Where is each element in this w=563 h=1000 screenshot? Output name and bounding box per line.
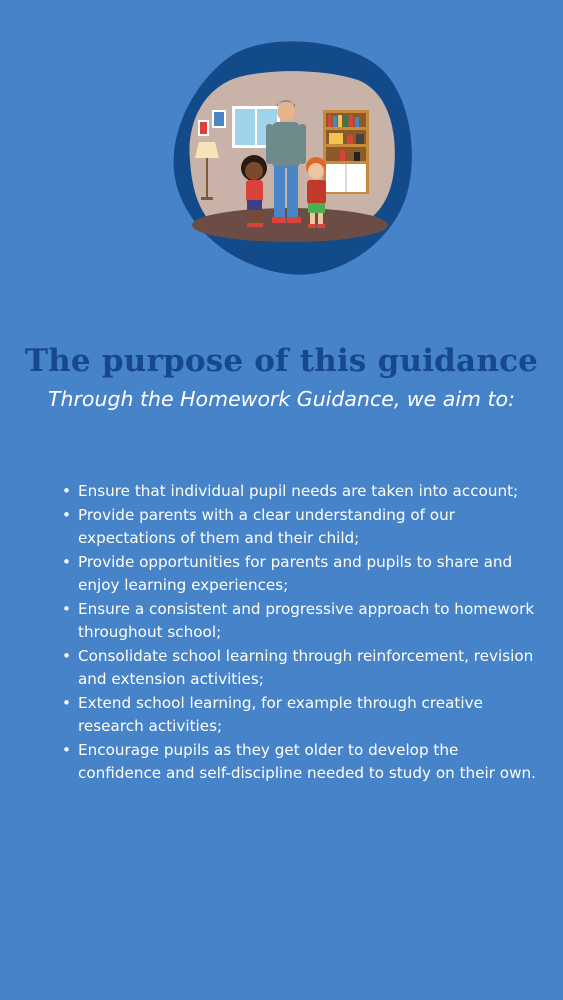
page-subtitle: Through the Homework Guidance, we aim to: (47, 387, 515, 411)
bullet-icon: • (62, 693, 71, 712)
list-item (62, 551, 540, 598)
bullet-icon: • (62, 552, 71, 571)
adult-shirt (272, 122, 300, 168)
girl-dress (246, 180, 263, 202)
list-item (62, 739, 540, 786)
list-item-text: Provide parents with a clear understanding of our expectations of them and their child; (78, 505, 455, 547)
boy-shirt (307, 180, 326, 204)
girl-head (245, 162, 263, 180)
family-illustration (168, 40, 414, 276)
list-item (62, 598, 540, 645)
boy-head (308, 163, 324, 179)
bullet-icon: • (62, 505, 71, 524)
bullet-icon: • (62, 646, 71, 665)
list-item (62, 692, 540, 739)
bullet-icon: • (62, 599, 71, 618)
list-item (62, 504, 540, 551)
lamp-shade (195, 142, 219, 158)
parent-with-two-children-illustration-icon (168, 40, 414, 276)
list-item-text: Ensure a consistent and progressive approach to homework throughout school; (78, 599, 535, 641)
adult-trousers (274, 166, 285, 218)
list-item-text: Encourage pupils as they get older to develop the confidence and self-discipline needed to study on their own. (78, 740, 536, 782)
adult-head (277, 103, 295, 121)
list-item-text: Extend school learning, for example through creative research activities; (78, 693, 483, 735)
bullet-icon: • (62, 740, 71, 759)
list-item-text: Ensure that individual pupil needs are taken into account; (78, 482, 519, 500)
list-item-text: Provide opportunities for parents and pupils to share and enjoy learning experiences; (78, 552, 513, 594)
list-item-text: Consolidate school learning through reinforcement, revision and extension activities; (78, 646, 534, 688)
bullet-icon: • (62, 482, 71, 500)
aims-list (60, 480, 540, 786)
list-item (62, 480, 540, 504)
list-item (62, 645, 540, 692)
page-title: The purpose of this guidance (24, 342, 539, 379)
